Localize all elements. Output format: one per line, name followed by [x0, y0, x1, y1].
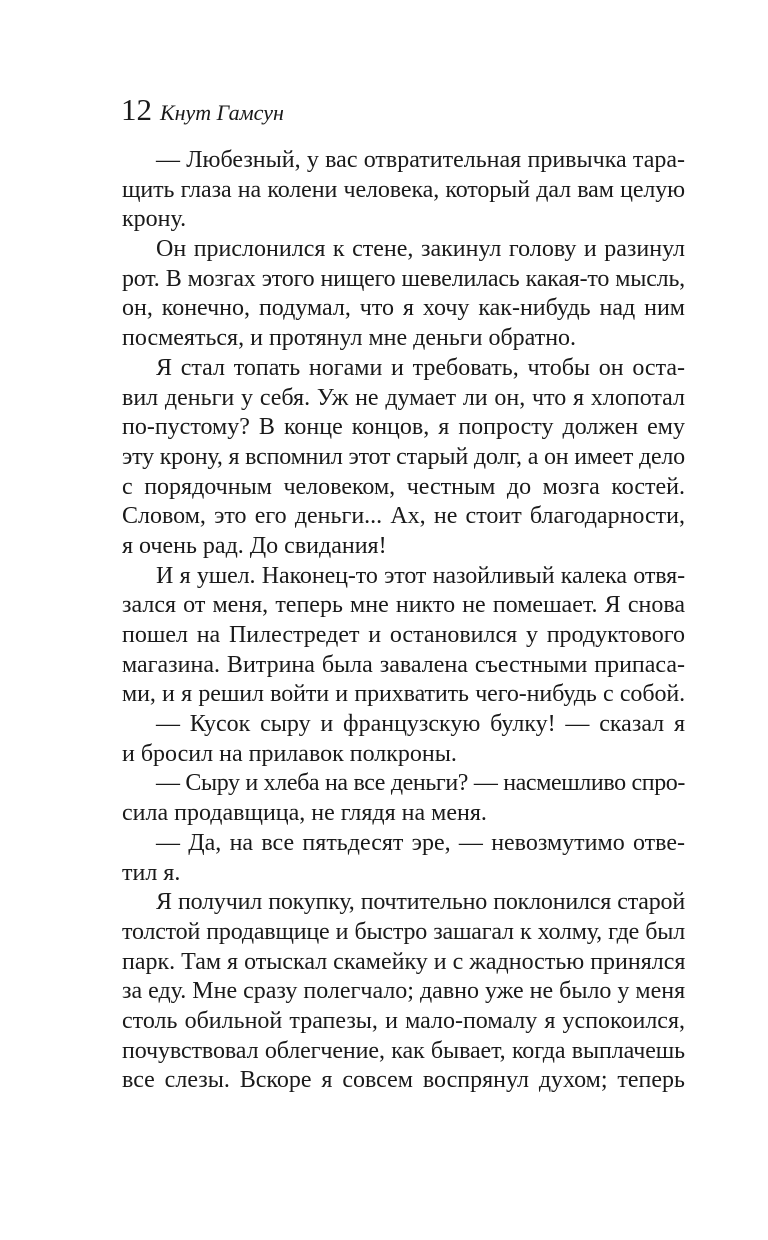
text-line: магазина. Витрина была завалена съестными припаса- — [122, 651, 685, 678]
text-line: Я получил покупку, почтительно поклонился старой — [156, 889, 685, 916]
text-line: пошел на Пилестредет и остановился у продуктового — [122, 622, 685, 648]
text-line: Я стал топать ногами и требовать, чтобы он оста- — [156, 354, 685, 381]
text-line: — Любезный, у вас отвратительная привычка тара- — [156, 147, 685, 173]
text-line: — Сыру и хлеба на все деньги? — насмешливо спро- — [156, 770, 685, 797]
text-line: зался от меня, теперь мне никто не помешает. Я снова — [122, 592, 685, 619]
text-line: Он прислонился к стене, закинул голову и разинул — [156, 236, 685, 263]
text-line: — Кусок сыру и французскую булку! — сказал я — [156, 711, 685, 738]
text-line: за еду. Мне сразу полегчало; давно уже не было у меня — [122, 978, 686, 1005]
text-line: столь обильной трапезы, и мало-помалу я успокоился, — [122, 1007, 685, 1034]
text-line: я очень рад. До свидания! — [122, 532, 387, 559]
text-line: щить глаза на колени человека, который дал вам целую — [122, 176, 685, 203]
text-line: тил я. — [122, 859, 181, 886]
text-line: крону. — [122, 206, 187, 233]
text-line: рот. В мозгах этого нищего шевелилась какая-то мысль, — [122, 265, 685, 292]
text-line: ми, и я решил войти и прихватить чего-нибудь с собой. — [122, 681, 685, 708]
text-line: почувствовал облегчение, как бывает, когда выплачешь — [122, 1037, 685, 1064]
text-line: Словом, это его деньги... Ах, не стоит благодарности, — [122, 503, 685, 530]
text-line: посмеяться, и протянул мне деньги обратно. — [122, 325, 577, 352]
text-line: все слезы. Вскоре я совсем воспрянул духом; теперь — [122, 1067, 685, 1094]
text-line: вил деньги у себя. Уж не думает ли он, что я хлопотал — [122, 384, 685, 411]
text-line: эту крону, я вспомнил этот старый долг, а он имеет дело — [122, 443, 685, 470]
text-line: и бросил на прилавок полкроны. — [122, 740, 457, 767]
page-number: 12 — [121, 92, 152, 127]
running-head — [121, 92, 284, 128]
text-line: с порядочным человеком, честным до мозга костей. — [122, 473, 685, 500]
text-line: парк. Там я отыскал скамейку и с жадностью принялся — [122, 948, 686, 975]
book-author: Кнут Гамсун — [160, 100, 284, 125]
text-line: толстой продавщице и быстро зашагал к холму, где был — [122, 918, 685, 945]
text-line: он, конечно, подумал, что я хочу как-нибудь над ним — [122, 295, 685, 322]
text-line: по-пустому? В конце концов, я попросту должен ему — [122, 414, 685, 441]
text-line: И я ушел. Наконец-то этот назойливый калека отвя- — [156, 562, 685, 589]
text-line: сила продавщица, не глядя на меня. — [122, 800, 487, 827]
body-text — [122, 146, 685, 1096]
text-line: — Да, на все пятьдесят эре, — невозмутимо отве- — [156, 829, 685, 856]
